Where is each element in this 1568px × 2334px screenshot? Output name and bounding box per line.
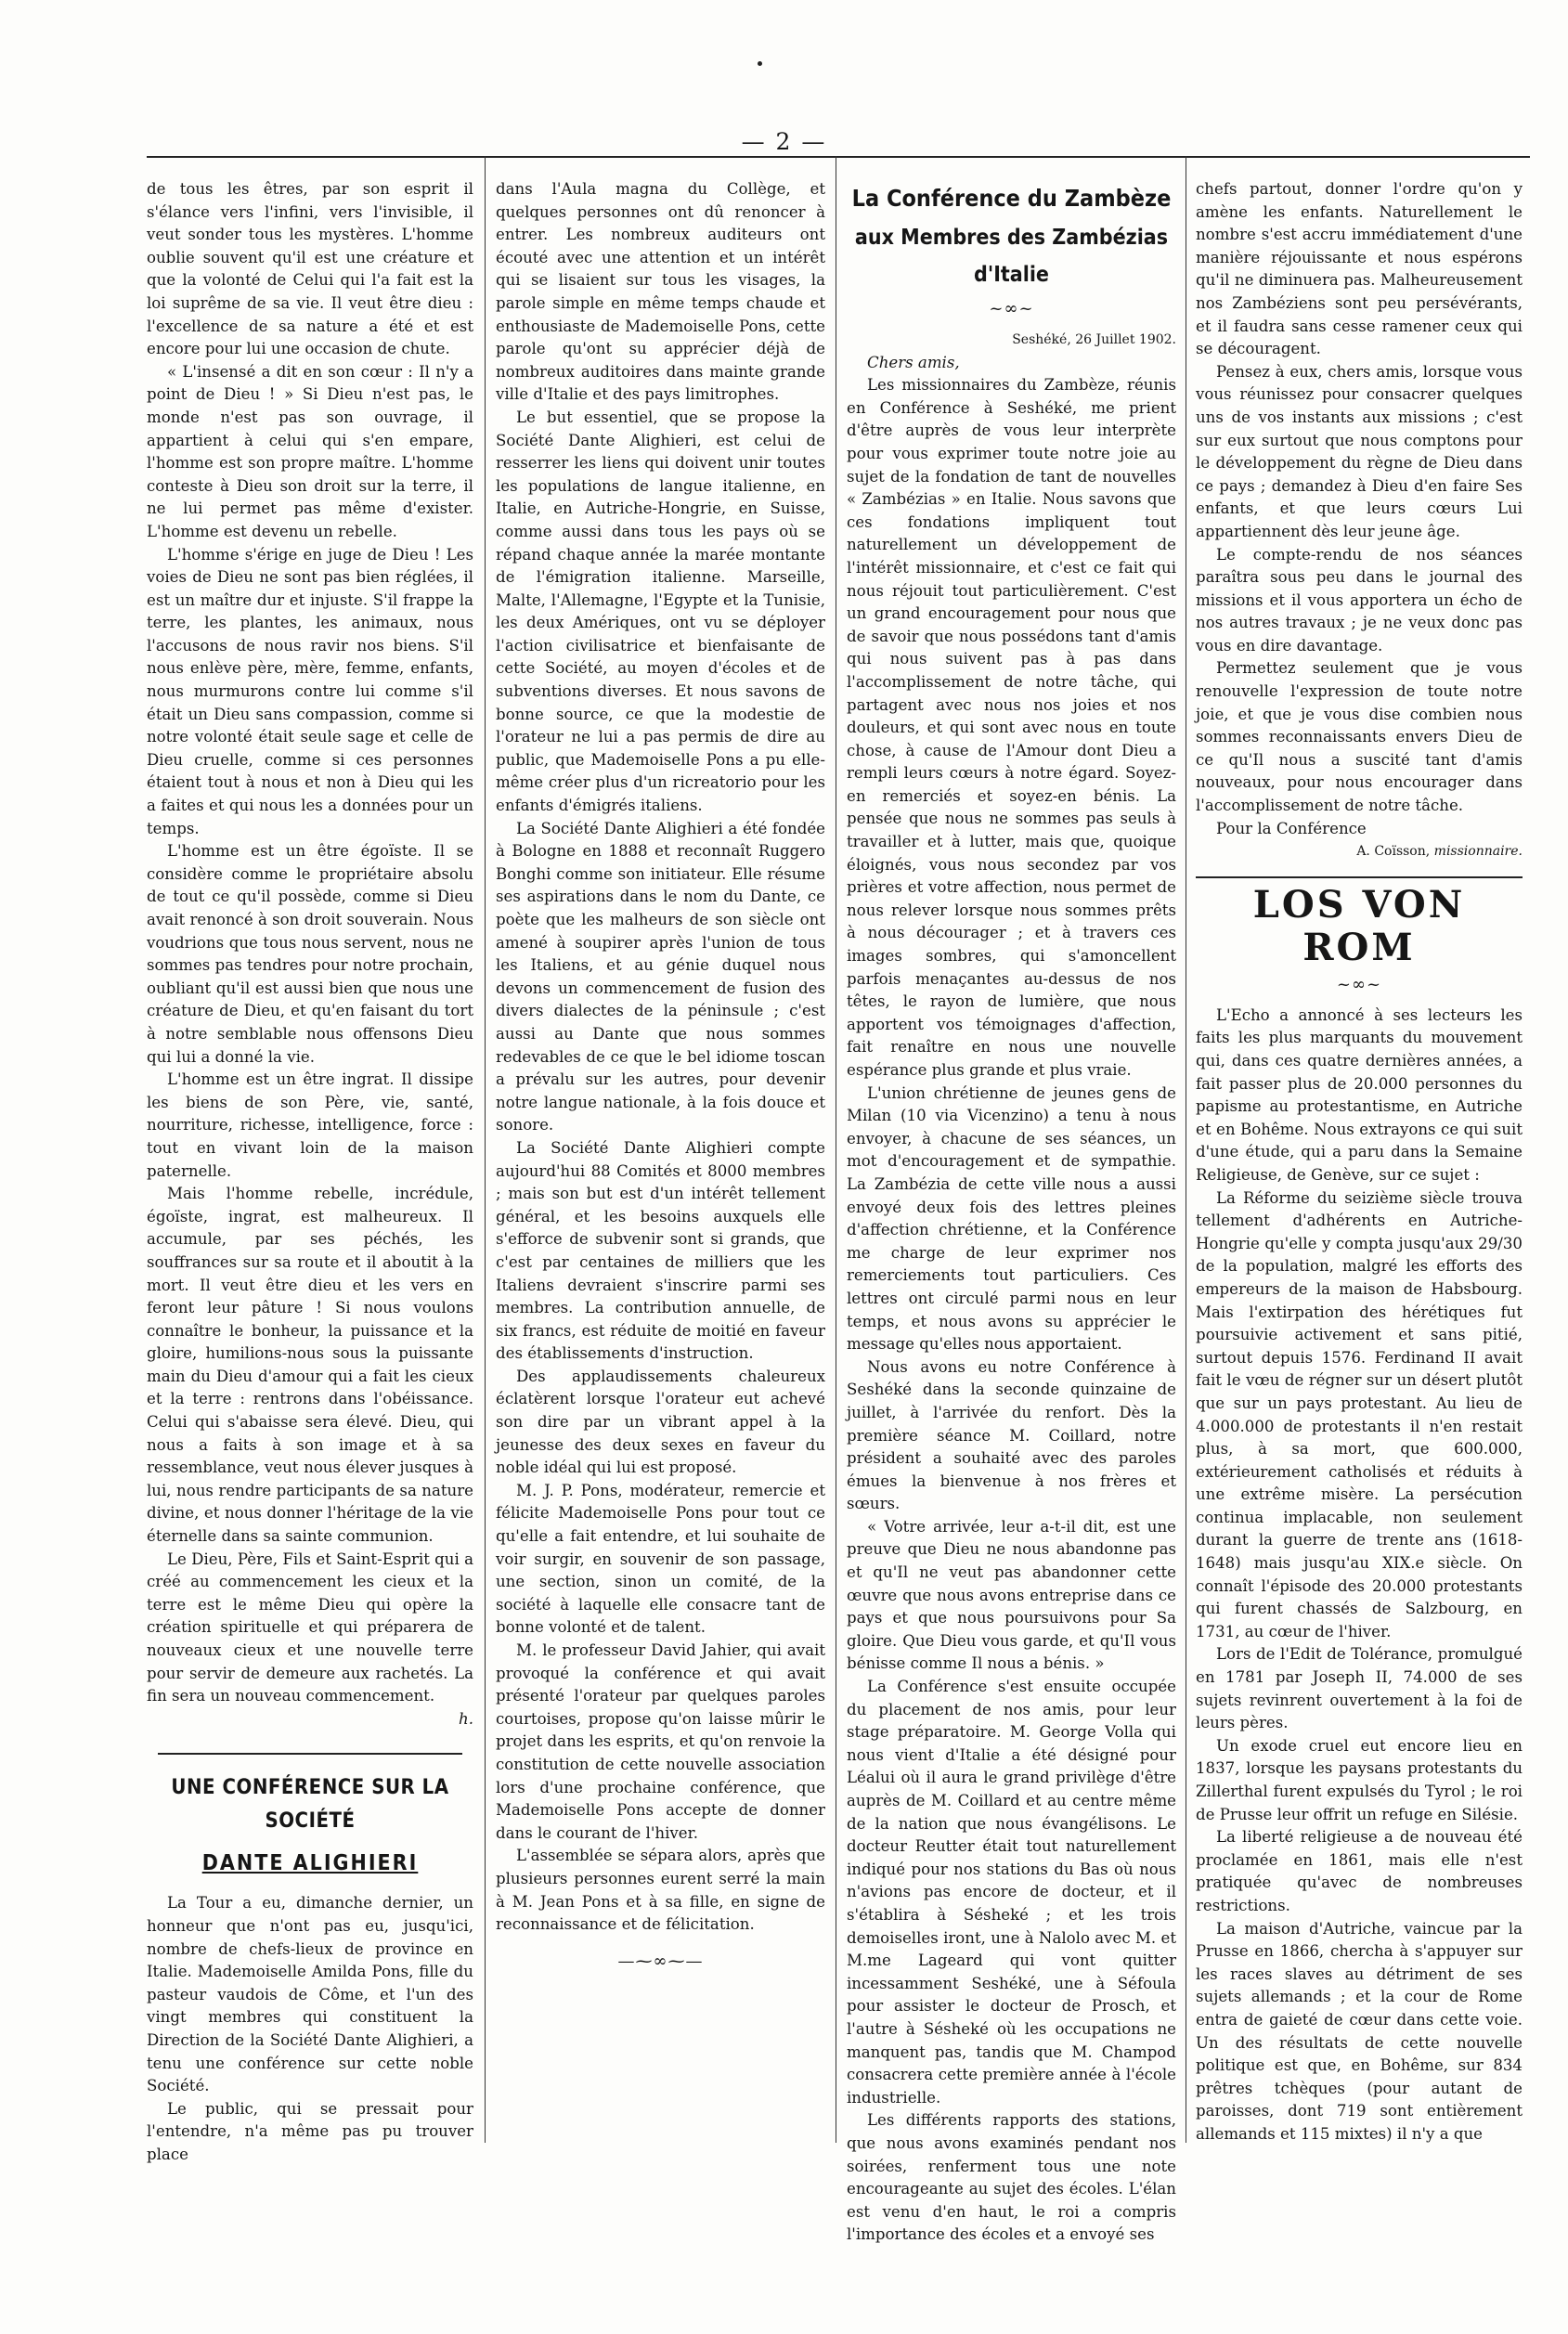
paragraph: La liberté religieuse a de nouveau été proclamée en 1861, mais elle n'est pratiquée qu'avec de nombreuses restrictions. — [1196, 1828, 1523, 1914]
header-rule — [147, 156, 1530, 158]
signature — [1196, 840, 1523, 863]
paragraph: La Société Dante Alighieri compte aujourd'hui 88 Comités et 8000 membres ; mais son but est d'un intérêt tellement général, et les besoins auxquels elle s'efforce de subvenir sont si grands, que c'est par centaines de milliers que les Italiens devraient s'inscrire parmi ses membres. La contribution annuelle, de six francs, est réduite de moitié en faveur des établissements d'instruction. — [496, 1138, 825, 1363]
paragraph-end — [147, 1549, 473, 1708]
print-speck — [758, 61, 762, 66]
signature-title: missionnaire. — [1433, 844, 1523, 860]
dateline: Seshéké, 26 Juillet 1902. — [1012, 332, 1176, 347]
column-1 — [147, 178, 473, 2163]
paragraph: Un exode cruel eut encore lieu en 1837, lorsque les paysans protestants du Zillerthal furent expulsés du Tyrol ; le roi de Prusse leur offrit un refuge en Silésie. — [1196, 1736, 1523, 1823]
paragraph: Le compte-rendu de nos séances paraîtra sous peu dans le journal des missions et il vous apportera un écho de nos autres travaux ; je ne veux donc pas vous en dire davantage. — [1196, 545, 1523, 655]
paragraph: chefs partout, donner l'ordre qu'on y amène les enfants. Naturellement le nombre s'est accru immédiatement d'une manière réjouissante et nous espérons qu'il ne diminuera pas. Malheureusement nos Zambéziens sont peu persévérants, et il faudra sans cesse ramener ceux qui se découragent. — [1196, 180, 1523, 358]
end-ornament: —⁓∞⁓— — [617, 1951, 704, 1971]
paragraph: Mais l'homme rebelle, incrédule, égoïste, ingrat, est malheureux. Il accumule, par ses péchés, les souffrances sur sa route et il aboutit à la mort. Il veut être dieu et les vers en feront leur pâture ! Si nous voulons connaître le bonheur, la puissance et la gloire, humilions-nous sous la puissante main du Dieu d'amour qui a fait les cieux et la terre : rentrons dans l'obéissance. Celui qui s'abaisse sera élevé. Dieu, qui nous a faits à son image et à sa ressemblance, veut nous élever jusques à lui, nous rendre participants de sa nature divine, et nous donner l'héritage de la vie éternelle dans sa sainte communion. — [147, 1185, 473, 1546]
paragraph: L'union chrétienne de jeunes gens de Milan (10 via Vicenzino) a tenu à nous envoyer, à chacune de ses séances, un mot d'encouragement et de sympathie. La Zambézia de cette ville nous a aussi envoyé deux fois des lettres pleines d'affection chrétienne, et la Conférence me charge de leur exprimer nos remerciements tout particuliers. Ces lettres ont circulé parmi nous en leur temps, et nous avons su apprécier le message qu'elles nous apportaient. — [847, 1083, 1176, 1354]
paragraph: L'assemblée se sépara alors, après que plusieurs personnes eurent serré la main à M. Jean Pons et à sa fille, en signe de reconnaissance et de félicitation. — [496, 1847, 825, 1934]
column-rule-1 — [485, 156, 486, 2143]
paragraph: L'Echo a annoncé à ses lecteurs les faits les plus marquants du mouvement qui, dans ces quatre dernières années, a fait passer plus de 20.000 personnes du papisme au protestantisme, en Autriche et en Bohême. Nous extrayons ce qui suit d'une étude, qui a paru dans la Semaine Religieuse, de Genève, sur ce sujet : — [1196, 1005, 1523, 1184]
article-headline-sub: DANTE ALIGHIERI — [201, 1851, 419, 1876]
column-4 — [1196, 178, 1523, 2143]
paragraph: La maison d'Autriche, vaincue par la Prusse en 1866, chercha à s'appuyer sur les races slaves au détriment de ses sujets allemands ; et la cour de Rome entra de gaieté de cœur dans cette voie. Un des résultats de cette nouvelle politique est que, en Bohême, sur 834 prêtres tchèques (pour autant de paroisses, dont 719 sont entièrement allemands et 115 mixtes) il n'y a que — [1196, 1919, 1523, 2143]
article-headline: LOS VON ROM — [1252, 882, 1466, 969]
paragraph: Le but essentiel, que se propose la Société Dante Alighieri, est celui de resserrer les liens qui doivent unir toutes les populations de langue italienne, en Italie, en Autriche-Hongrie, en Suisse, comme aussi dans tous les pays où se répand chaque année la marée montante de l'émigration italienne. Marseille, Malte, l'Allemagne, l'Egypte et la Tunisie, les deux Amériques, ont vu se déployer l'action civilisatrice et bienfaisante de cette Société, au moyen d'écoles et de subventions diverses. Et nous savons de bonne source, ce que la modestie de l'orateur ne lui a pas permis de dire au public, que Mademoiselle Pons a pu elle-même créer plus d'un ricreatorio pour les enfants d'émigrés italiens. — [496, 408, 825, 815]
signature-name: A. Coïsson, — [1356, 844, 1431, 860]
column-3 — [847, 178, 1176, 2244]
paragraph: Le public, qui se pressait pour l'entendre, n'a même pas pu trouver place — [147, 2099, 473, 2163]
paragraph: Pour la Conférence — [1216, 819, 1367, 837]
paragraph: de tous les êtres, par son esprit il s'élance vers l'infini, vers l'invisible, il veut sonder tous les mystères. L'homme oublie souvent qu'il est une créature et que la volonté de Celui qui l'a fait est la loi suprême de sa vie. Il veut être dieu : l'excellence de sa nature a été et est encore pour lui une occasion de chute. — [147, 180, 473, 358]
paragraph: « Votre arrivée, leur a-t-il dit, est une preuve que Dieu ne nous abandonne pas et qu'Il ne veut pas abandonner cette œuvre que nous avons entreprise dans ce pays et que nous poursuivons pour Sa gloire. Que Dieu vous garde, et qu'Il vous bénisse comme Il nous a bénis. » — [847, 1517, 1176, 1673]
paragraph: La Tour a eu, dimanche dernier, un honneur que n'ont pas eu, jusqu'ici, nombre de chefs-lieux de province en Italie. Mademoiselle Amilda Pons, fille du pasteur vaudois de Côme, et l'un des vingt membres qui constituent la Direction de la Société Dante Alighieri, a tenu une conférence sur cette noble Société. — [147, 1894, 473, 2095]
paragraph: Les missionnaires du Zambèze, réunis en Conférence à Seshéké, me prient d'être auprès de vous leur interprète pour vous exprimer toute notre joie au sujet de la fondation de tant de nouvelles « Zambézias » en Italie. Nous savons que ces fondations impliquent tout naturellement un développement de l'intérêt missionnaire, et c'est ce fait qui nous réjouit tout particulièrement. C'est un grand encouragement pour nous que de savoir que nous possédons tant d'amis qui nous suivent pas à pas dans l'accomplissement de notre tâche, qui partagent avec nous nos joies et nos douleurs, et qui sont avec nous en toute chose, à cause de l'Amour dont Dieu a rempli leurs cœurs à notre égard. Soyez-en remerciés et soyez-en bénis. La pensée que nous ne sommes pas seuls à travailler et à lutter, mais que, quoique éloignés, vous nous secondez par vos prières et votre affection, nous permet de nous relever lorsque nous sommes prêts à nous décourager ; et à travers ces images sombres, qui s'amoncellent parfois menaçantes au-dessus de nos têtes, le rayon de lumière, que nous apportent vos témoignages d'affection, fait renaître en nous une nouvelle espérance plus grande et plus vraie. — [847, 376, 1176, 1079]
salutation: Chers amis, — [867, 353, 960, 371]
article-separator — [1196, 876, 1523, 878]
paragraph: Lors de l'Edit de Tolérance, promulgué en 1781 par Joseph II, 74.000 de ses sujets revinrent ouvertement à la foi de leurs pères. — [1196, 1645, 1523, 1732]
paragraph: « L'insensé a dit en son cœur : Il n'y a point de Dieu ! » Si Dieu n'est pas, le monde n'est pas son ouvrage, il appartient à celui qui s'en empare, l'homme est son propre maître. L'homme conteste à Dieu son droit sur la terre, il ne lui permet pas même d'exister. L'homme est devenu un rebelle. — [147, 362, 473, 540]
paragraph: La Société Dante Alighieri a été fondée à Bologne en 1888 et reconnaît Ruggero Bonghi comme son initiateur. Elle résume ses aspirations dans le nom du Dante, ce poète que les malheurs de son siècle ont amené à soupirer après l'union de tous les Italiens, et au génie duquel nous devons un commencement de fusion des divers dialectes de la péninsule ; c'est aussi au Dante que nous sommes redevables de ce que le bel idiome toscan a prévalu sur les autres, pour devenir notre langue nationale, à la fois douce et sonore. — [496, 819, 825, 1135]
author-initial: h. — [459, 1709, 473, 1728]
paragraph: Nous avons eu notre Conférence à Seshéké dans la seconde quinzaine de juillet, à l'arrivée du renfort. Dès la première séance M. Coillard, notre président a souhaité avec des paroles émues la bienvenue à nos frères et sœurs. — [847, 1357, 1176, 1513]
article-headline: UNE CONFÉRENCE SUR LA SOCIÉTÉ — [171, 1776, 449, 1834]
page-number: — 2 — — [741, 128, 827, 155]
column-2 — [496, 178, 825, 2137]
paragraph: M. le professeur David Jahier, qui avait provoqué la conférence et qui avait présenté l'orateur par quelques paroles courtoises, propose qu'on laisse mûrir le projet dans les esprits, et qu'on renvoie la constitution de cette nouvelle association lors d'une prochaine conférence, que Mademoiselle Pons accepte de donner dans le courant de l'hiver. — [496, 1641, 825, 1842]
paragraph: L'homme est un être égoïste. Il se considère comme le propriétaire absolu de tout ce qu'il possède, comme si Dieu avait renoncé à son droit souverain. Nous voudrions que tous nous servent, nous ne sommes pas tendres pour notre prochain, oubliant qu'il est aussi bien que nous une créature de Dieu, et qu'en faisant du tort à notre semblable nous offensons Dieu qui lui a donné la vie. — [147, 842, 473, 1066]
paragraph: L'homme est un être ingrat. Il dissipe les biens de son Père, vie, santé, nourriture, richesse, intelligence, force : tout en vivant loin de la maison paternelle. — [147, 1070, 473, 1180]
paragraph: M. J. P. Pons, modérateur, remercie et félicite Mademoiselle Pons pour tout ce qu'elle a fait entendre, et lui souhaite de voir surgir, en souvenir de son passage, une section, sinon un comité, de la société à laquelle elle consacre tant de bonne volonté et de talent. — [496, 1481, 825, 1637]
article-separator — [158, 1753, 462, 1755]
headline-ornament: ~∞~ — [989, 299, 1034, 318]
headline-ornament: ~∞~ — [1336, 974, 1382, 994]
paragraph: Le Dieu, Père, Fils et Saint-Esprit qui a créé au commencement les cieux et la terre est le même Dieu qui opère la création spirituelle et qui préparera de nouveaux cieux et une nouvelle terre pour servir de demeure aux rachetés. La fin sera un nouveau commencement. — [147, 1550, 473, 1705]
paragraph: La Réforme du seizième siècle trouva tellement d'adhérents en Autriche-Hongrie qu'elle y compta jusqu'aux 29/30 de la population, malgré les efforts des empereurs de la maison de Habsbourg. Mais l'extirpation des hérétiques fut poursuivie activement et sans pitié, surtout depuis 1576. Ferdinand II avait fait le vœu de régner sur un désert plutôt que sur un pays protestant. Au lieu de 4.000.000 de protestants il n'en restait plus, à sa mort, que 600.000, extérieurement catholisés et réduits à une extrême misère. La persécution continua implacable, non seulement durant la guerre de trente ans (1618-1648) mais jusqu'au XIX.e siècle. On connaît l'épisode des 20.000 protestants qui furent chassés de Salzbourg, en 1731, au cœur de l'hiver. — [1196, 1188, 1523, 1640]
paragraph: Les différents rapports des stations, que nous avons examinés pendant nos soirées, renferment tous une note encourageante au sujet des écoles. L'élan est venu d'en haut, le roi a compris l'importance des écoles et a envoyé ses — [847, 2111, 1176, 2244]
paragraph: Permettez seulement que je vous renouvelle l'expression de toute notre joie, et que je vous dise combien nous sommes reconnaissants envers Dieu de ce qu'Il nous a suscité tant d'amis nouveaux, pour nous encourager dans l'accomplissement de notre tâche. — [1196, 659, 1523, 815]
paragraph: dans l'Aula magna du Collège, et quelques personnes ont dû renoncer à entrer. Les nombreux auditeurs ont écouté avec une attention et un intérêt qui se lisaient sur tous les visages, la parole simple en même temps chaude et enthousiaste de Mademoiselle Pons, cette parole qu'ont su apprécier déjà de nombreux auditoires dans mainte grande ville d'Italie et des pays limitrophes. — [496, 180, 825, 404]
article-headline: La Conférence du Zambèze — [851, 185, 1172, 212]
paragraph: L'homme s'érige en juge de Dieu ! Les voies de Dieu ne sont pas bien réglées, il est un maître dur et injuste. S'il frappe la terre, les plantes, les animaux, nous l'accusons de nous ravir nos biens. S'il nous enlève père, mère, femme, enfants, nous murmurons contre lui comme s'il était un Dieu sans compassion, comme si notre volonté était seule sage et celle de Dieu cruelle, comme si ces personnes étaient tout à nous et non à Dieu qui les a faites et qui nous les a données pour un temps. — [147, 545, 473, 837]
article-headline-sub: aux Membres des Zambézias d'Italie — [854, 226, 1169, 287]
paragraph: Pensez à eux, chers amis, lorsque vous vous réunissez pour consacrer quelques uns de vos instants aux missions ; c'est sur eux surtout que nous comptons pour le développement du règne de Dieu dans ce pays ; demandez à Dieu d'en faire Ses enfants, et que leurs cœurs Lui appartiennent dès leur jeune âge. — [1196, 362, 1523, 540]
paragraph: La Conférence s'est ensuite occupée du placement de nos amis, pour leur stage préparatoire. M. George Volla qui nous vient d'Italie a été désigné pour Léalui où il aura le grand privilège d'être auprès de M. Coillard et au centre même de la nation que nous évangélisons. Le docteur Reutter était tout naturellement indiqué pour nos stations du Bas où nous n'avions pas encore de docteur, et il s'établira à Sésheké ; et les trois demoiselles iront, une à Nalolo avec M. et M.me Lageard qui vont quitter incessamment Seshéké, une à Séfoula pour assister le docteur de Prosch, et l'autre à Sésheké où les occupations ne manquent pas, tandis que M. Champod consacrera cette première année à l'école industrielle. — [847, 1678, 1176, 2107]
paragraph: Des applaudissements chaleureux éclatèrent lorsque l'orateur eut achevé son dire par un vibrant appel à la jeunesse des deux sexes en faveur du noble idéal qui lui est proposé. — [496, 1367, 825, 1477]
